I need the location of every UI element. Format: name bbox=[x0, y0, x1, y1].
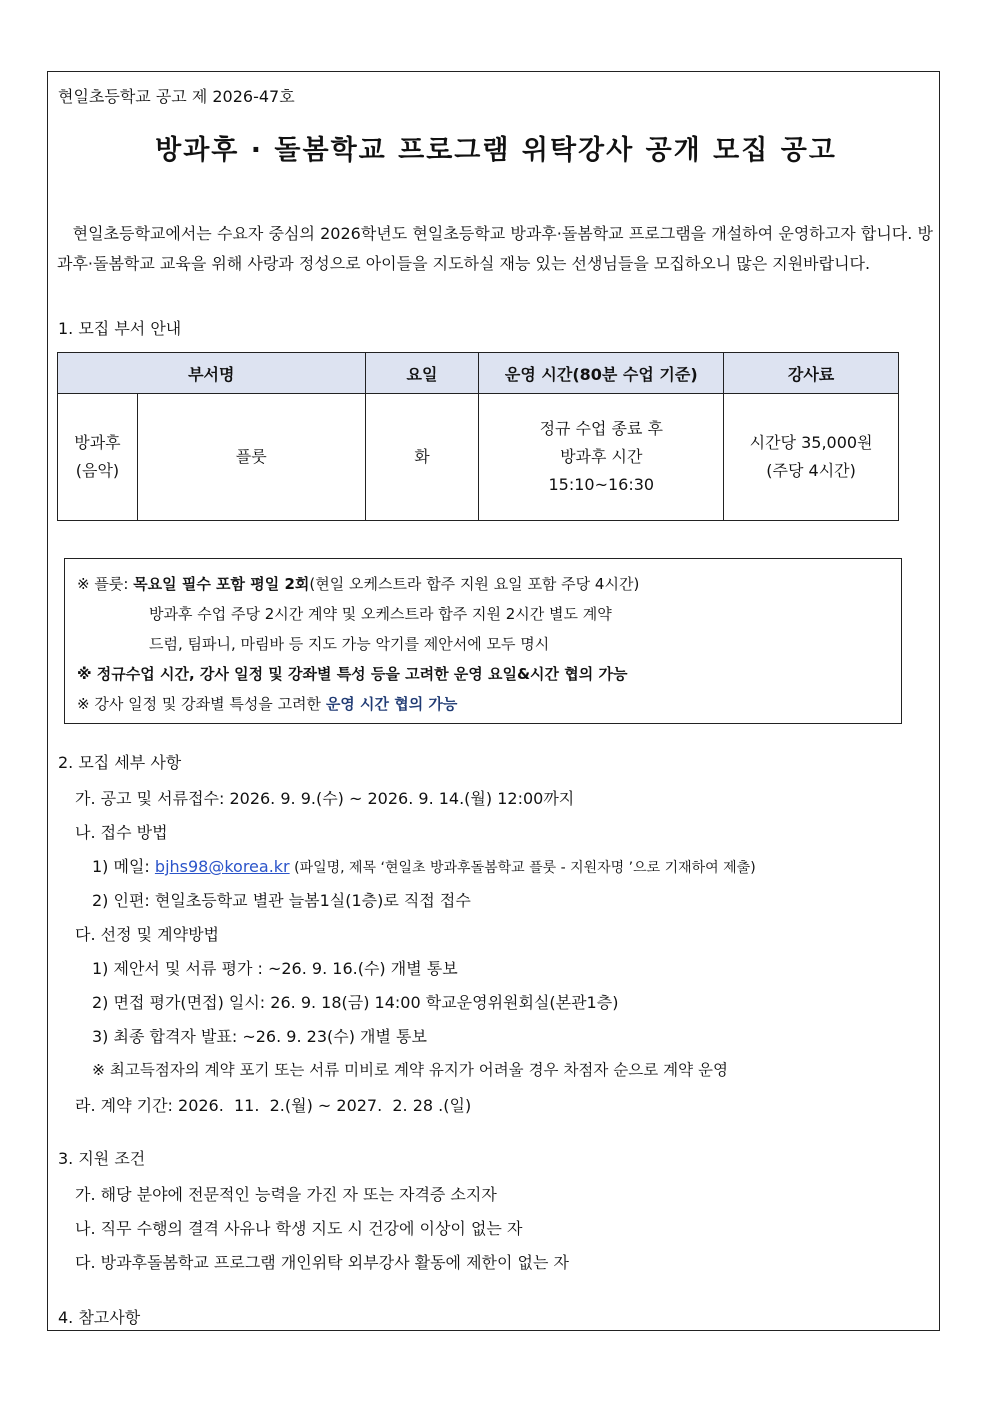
dept-day: 화 bbox=[365, 394, 479, 521]
table-row bbox=[58, 394, 899, 521]
dept-time: 정규 수업 종료 후 방과후 시간 15:10~16:30 bbox=[479, 394, 724, 521]
item-2-da3: 3) 최종 합격자 발표: ~26. 9. 23(수) 개별 통보 bbox=[92, 1027, 427, 1046]
item-3-na: 나. 직무 수행의 결격 사유나 학생 지도 시 건강에 이상이 없는 자 bbox=[75, 1219, 523, 1238]
item-3-da: 다. 방과후돌봄학교 프로그램 개인위탁 외부강사 활동에 제한이 없는 자 bbox=[75, 1253, 569, 1272]
item-2-na1: 1) 메일: bjhs98@korea.kr (파일명, 제목 ‘현일초 방과후돌봄학교 플룻 - 지원자명 ’으로 기재하여 제출) bbox=[92, 857, 756, 876]
email-link[interactable]: bjhs98@korea.kr bbox=[154, 857, 290, 876]
note-time: ※ 강사 일정 및 강좌별 특성을 고려한 운영 시간 협의 가능 bbox=[77, 695, 458, 713]
header-day: 요일 bbox=[365, 353, 479, 394]
department-table bbox=[57, 352, 899, 521]
item-2-da1: 1) 제안서 및 서류 평가 : ~26. 9. 16.(수) 개별 통보 bbox=[92, 959, 458, 978]
header-dept: 부서명 bbox=[58, 353, 366, 394]
header-time: 운영 시간(80분 수업 기준) bbox=[479, 353, 724, 394]
notice-number: 현일초등학교 공고 제 2026-47호 bbox=[58, 87, 295, 106]
item-2-na2: 2) 인편: 현일초등학교 별관 늘봄1실(1층)로 직접 접수 bbox=[92, 891, 471, 910]
header-fee: 강사료 bbox=[724, 353, 899, 394]
note-contract: 방과후 수업 주당 2시간 계약 및 오케스트라 합주 지원 2시간 별도 계약 bbox=[149, 605, 612, 623]
document-title: 방과후 · 돌봄학교 프로그램 위탁강사 공개 모집 공고 bbox=[155, 135, 837, 166]
section2-heading: 2. 모집 세부 사항 bbox=[58, 753, 182, 772]
section1-heading: 1. 모집 부서 안내 bbox=[58, 319, 182, 338]
section4-heading: 4. 참고사항 bbox=[58, 1308, 141, 1327]
table-header-row bbox=[58, 353, 899, 394]
dept-subject: 플룻 bbox=[137, 394, 365, 521]
item-2-ga: 가. 공고 및 서류접수: 2026. 9. 9.(수) ~ 2026. 9. 14.(월) 12:00까지 bbox=[75, 789, 575, 808]
dept-fee: 시간당 35,000원 (주당 4시간) bbox=[724, 394, 899, 521]
intro-paragraph bbox=[57, 219, 933, 279]
note-instruments: 드럼, 팀파니, 마림바 등 지도 가능 악기를 제안서에 모두 명시 bbox=[149, 635, 550, 653]
item-2-na: 나. 접수 방법 bbox=[75, 823, 168, 842]
item-2-da2: 2) 면접 평가(면접) 일시: 26. 9. 18(금) 14:00 학교운영위원회실(본관1층) bbox=[92, 993, 619, 1012]
item-2-ra: 라. 계약 기간: 2026. 11. 2.(월) ~ 2027. 2. 28 .(일) bbox=[75, 1096, 472, 1115]
intro-text: 현일초등학교에서는 수요자 중심의 2026학년도 현일초등학교 방과후·돌봄학교 프로그램을 개설하여 운영하고자 합니다. 방과후·돌봄학교 교육을 위해 사랑과 정성으로 아이들을 지도하실 재능 있는 선생님들을 모집하오니 많은 지원바랍니다. bbox=[57, 224, 933, 273]
dept-category: 방과후 (음악) bbox=[58, 394, 138, 521]
note-flute: ※ 플룻: 목요일 필수 포함 평일 2회(현일 오케스트라 합주 지원 요일 포함 주당 4시간) bbox=[77, 575, 640, 593]
notes-box bbox=[64, 558, 902, 724]
section3-heading: 3. 지원 조건 bbox=[58, 1149, 146, 1168]
item-2-da-note: ※ 최고득점자의 계약 포기 또는 서류 미비로 계약 유지가 어려울 경우 차점자 순으로 계약 운영 bbox=[92, 1061, 728, 1079]
item-2-da: 다. 선정 및 계약방법 bbox=[75, 925, 219, 944]
note-schedule: ※ 정규수업 시간, 강사 일정 및 강좌별 특성 등을 고려한 운영 요일&시간 협의 가능 bbox=[77, 665, 628, 683]
item-3-ga: 가. 해당 분야에 전문적인 능력을 가진 자 또는 자격증 소지자 bbox=[75, 1185, 497, 1204]
